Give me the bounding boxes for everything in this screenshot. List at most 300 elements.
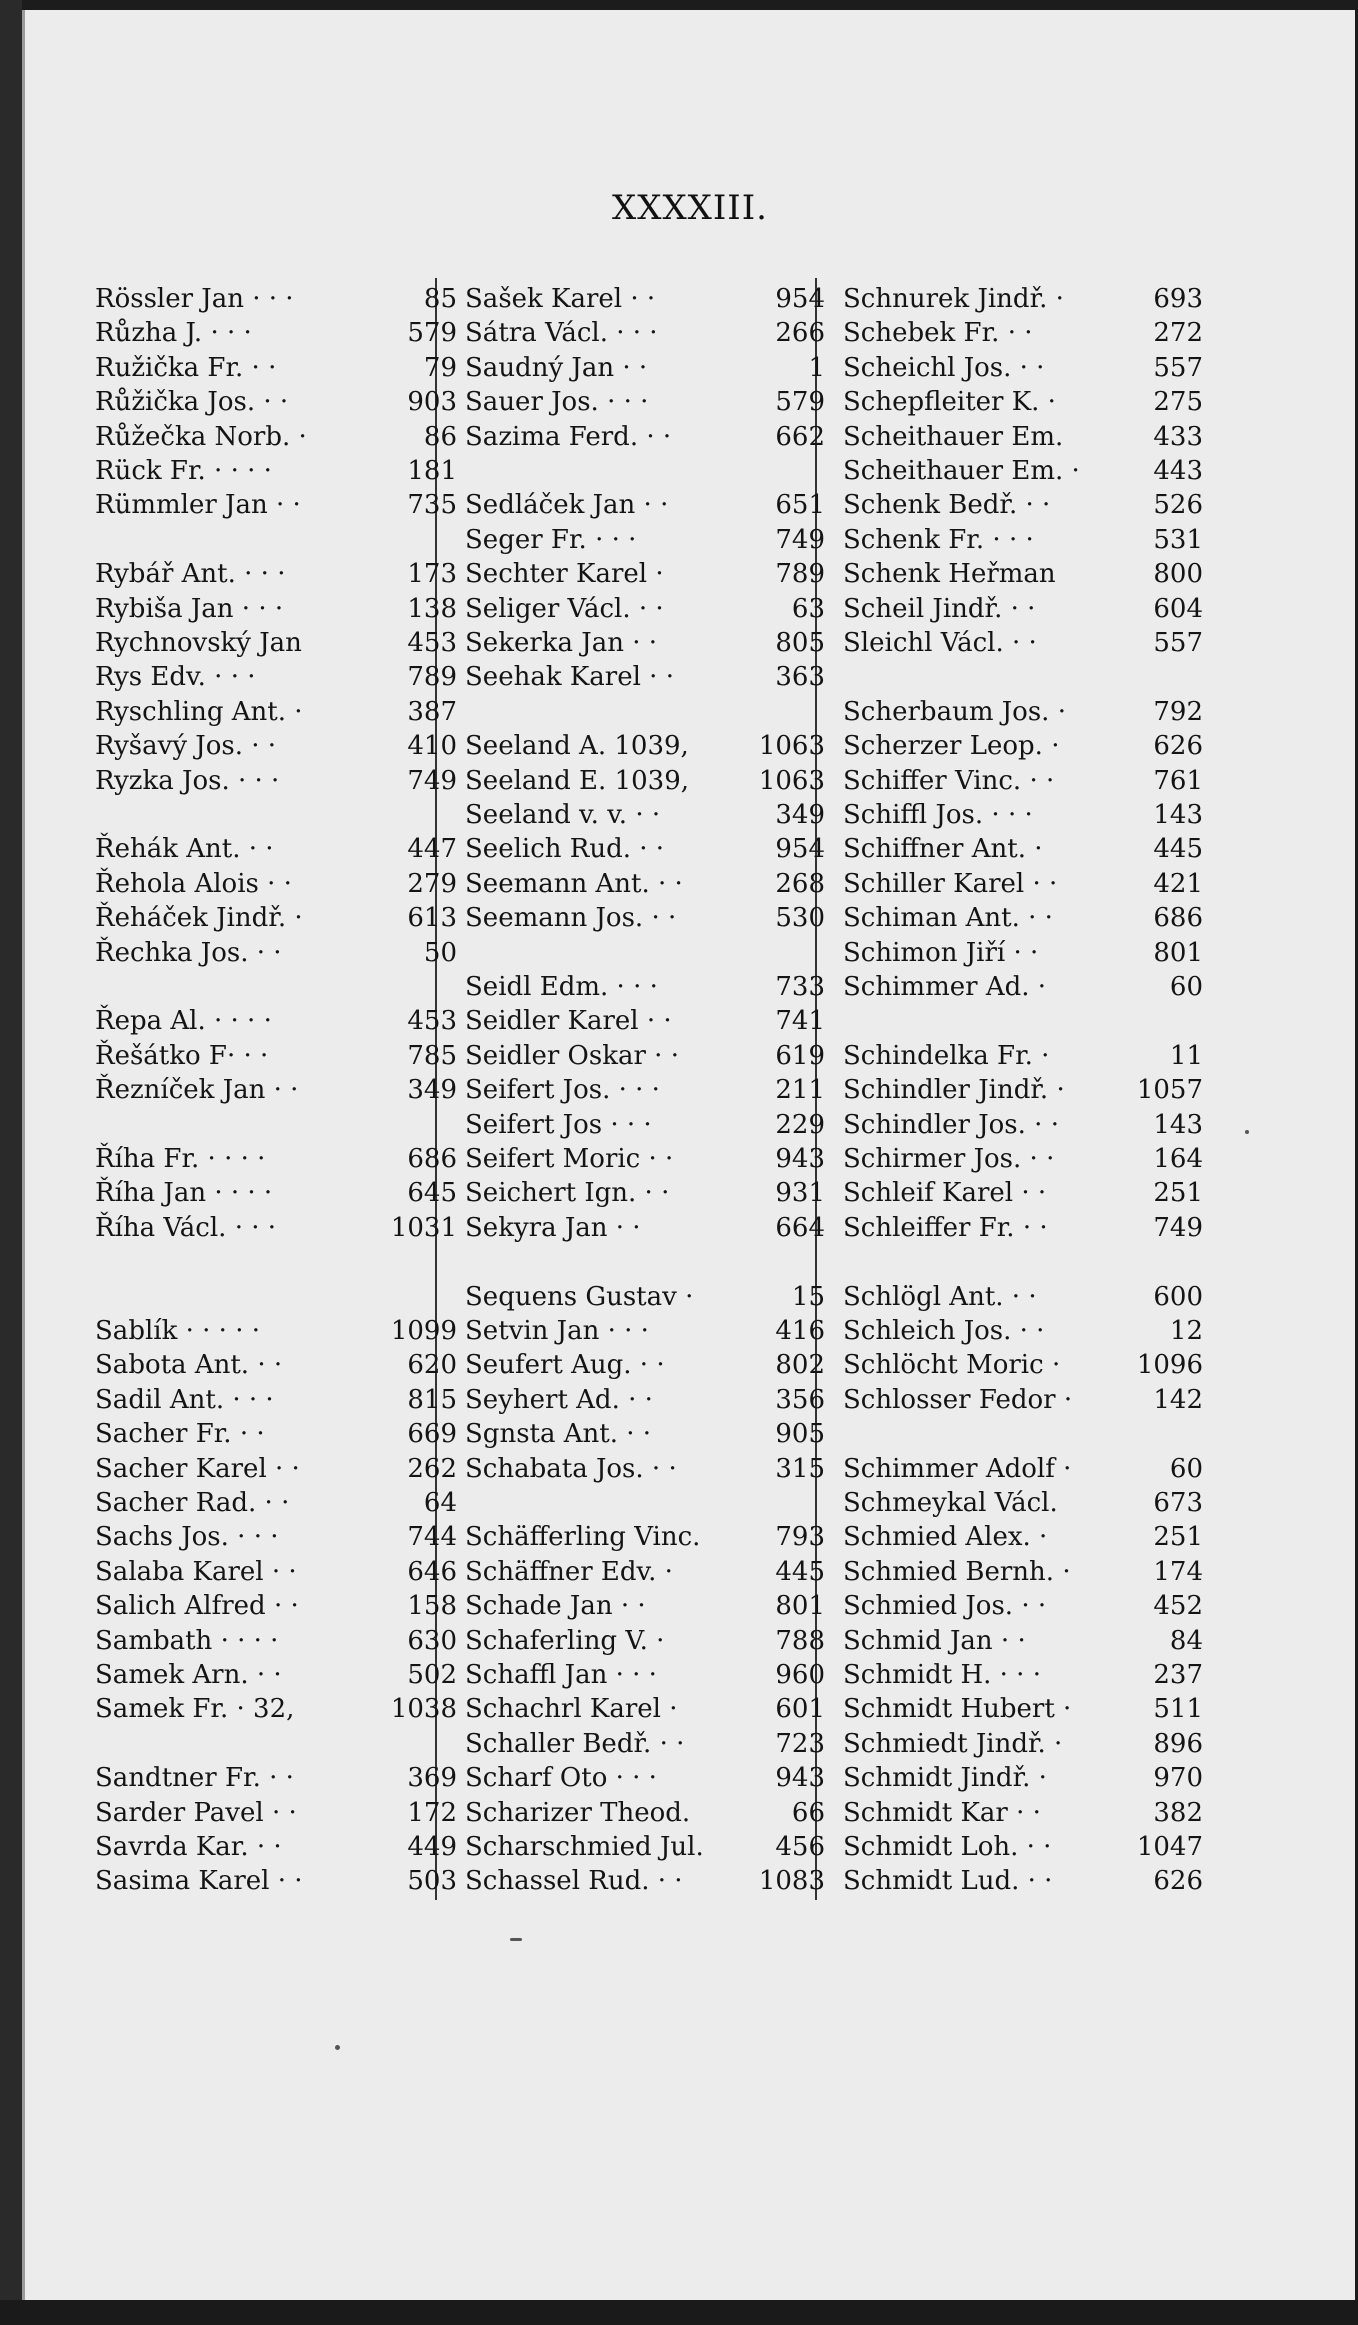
- entry-page-number: 800: [1153, 559, 1203, 590]
- entry-page-number: 181: [407, 456, 457, 486]
- entry-name: Schiffer Vinc. · ·: [843, 765, 1055, 796]
- entry-name: Rössler Jan · · ·: [95, 284, 294, 314]
- entry-name: Schmidt Hubert ·: [843, 1694, 1072, 1725]
- index-entry: [465, 729, 825, 763]
- entry-page-number: 531: [1153, 524, 1203, 555]
- entry-name: Schimon Jiří · ·: [843, 937, 1039, 968]
- entry-page-number: 805: [775, 628, 825, 658]
- entry-page-number: 138: [407, 593, 457, 624]
- index-entry: [465, 488, 825, 522]
- entry-page-number: 903: [407, 387, 457, 418]
- entry-name: Schachrl Karel ·: [465, 1694, 678, 1725]
- index-entry: [465, 282, 825, 316]
- index-entry: [95, 1624, 457, 1658]
- entry-page-number: 626: [1153, 731, 1203, 762]
- entry-name: Schmeykal Václ.: [843, 1488, 1058, 1518]
- entry-name: Seeland v. v. · ·: [465, 800, 661, 830]
- index-entry: [95, 936, 457, 970]
- index-entry: [843, 1142, 1203, 1176]
- index-entry: [95, 488, 457, 522]
- scan-edge-bottom: [0, 2300, 1358, 2325]
- index-entry: [95, 316, 457, 350]
- index-entry: [843, 454, 1203, 488]
- entry-name: Schindler Jindř. ·: [843, 1075, 1065, 1106]
- entry-page-number: 1038: [390, 1694, 457, 1725]
- entry-page-number: 502: [407, 1660, 457, 1690]
- index-entry: [465, 1520, 825, 1554]
- entry-page-number: 85: [423, 284, 457, 314]
- entry-page-number: 620: [407, 1350, 457, 1381]
- entry-page-number: 11: [1169, 1040, 1203, 1071]
- entry-name: Schmied Alex. ·: [843, 1522, 1048, 1553]
- entry-name: Schlöcht Moric ·: [843, 1350, 1061, 1381]
- index-entry: [465, 1624, 825, 1658]
- index-entry: [95, 1830, 457, 1864]
- index-entry: [843, 557, 1203, 591]
- entry-name: Schabata Jos. · ·: [465, 1453, 677, 1484]
- index-entry: [95, 385, 457, 419]
- entry-page-number: 349: [775, 800, 825, 830]
- index-entry: [843, 1073, 1203, 1107]
- entry-name: Seifert Jos. · · ·: [465, 1075, 660, 1106]
- entry-page-number: 453: [407, 628, 457, 658]
- entry-page-number: 619: [775, 1040, 825, 1071]
- entry-name: Schaferling V. ·: [465, 1625, 665, 1656]
- entry-name: Rybiša Jan · · ·: [95, 593, 284, 624]
- entry-name: Seliger Václ. · ·: [465, 593, 664, 624]
- entry-name: Rümmler Jan · ·: [95, 490, 301, 521]
- entry-name: Rys Edv. · · ·: [95, 662, 256, 693]
- entry-page-number: 63: [791, 593, 825, 624]
- entry-page-number: 1047: [1136, 1832, 1203, 1862]
- entry-name: Scheithauer Em.: [843, 421, 1064, 452]
- index-entry: [95, 1004, 457, 1038]
- entry-name: Ryschling Ant. ·: [95, 696, 303, 727]
- entry-name: Seidler Oskar · ·: [465, 1040, 679, 1071]
- index-entry: [95, 1314, 457, 1348]
- entry-page-number: 382: [1153, 1797, 1203, 1828]
- entry-name: Sátra Václ. · · ·: [465, 318, 658, 349]
- entry-page-number: 557: [1153, 352, 1203, 383]
- entry-page-number: 686: [407, 1144, 457, 1174]
- index-entry: [843, 1348, 1203, 1382]
- entry-page-number: 449: [407, 1832, 457, 1862]
- index-entry: [843, 936, 1203, 970]
- entry-page-number: 445: [775, 1556, 825, 1587]
- index-entry: [95, 729, 457, 763]
- entry-name: Řehák Ant. · ·: [95, 834, 274, 865]
- index-entry: [465, 1280, 825, 1314]
- entry-name: Seifert Jos · · ·: [465, 1109, 652, 1140]
- entry-page-number: 954: [775, 834, 825, 865]
- index-entry: [465, 1658, 825, 1692]
- index-entry: [95, 1348, 457, 1382]
- entry-name: Schäffner Edv. ·: [465, 1556, 673, 1587]
- entry-name: Schlögl Ant. · ·: [843, 1281, 1037, 1312]
- entry-name: Řehola Alois · ·: [95, 868, 292, 899]
- index-entry: [465, 970, 825, 1004]
- entry-name: Sleichl Václ. · ·: [843, 628, 1037, 658]
- entry-name: Sablík · · · · ·: [95, 1316, 260, 1346]
- index-entry: [465, 1761, 825, 1795]
- index-entry: [843, 1761, 1203, 1795]
- entry-name: Salich Alfred · ·: [95, 1591, 299, 1622]
- index-entry: [465, 1073, 825, 1107]
- index-entry: [465, 1108, 825, 1142]
- entry-page-number: 174: [1153, 1556, 1203, 1587]
- entry-name: Schleif Karel · ·: [843, 1178, 1047, 1209]
- entry-page-number: 645: [407, 1178, 457, 1209]
- entry-name: Seichert Ign. · ·: [465, 1178, 670, 1209]
- index-entry: [465, 385, 825, 419]
- index-entry: [95, 1796, 457, 1830]
- index-entry: [843, 1452, 1203, 1486]
- entry-name: Schimmer Ad. ·: [843, 972, 1047, 1002]
- index-entry: [465, 1555, 825, 1589]
- entry-name: Sechter Karel ·: [465, 559, 664, 590]
- entry-page-number: 50: [423, 937, 457, 968]
- entry-name: Ružička Fr. · ·: [95, 352, 277, 383]
- entry-page-number: 788: [775, 1625, 825, 1656]
- entry-page-number: 60: [1169, 972, 1203, 1002]
- index-entry: [843, 798, 1203, 832]
- index-entry: [843, 1830, 1203, 1864]
- entry-name: Scherzer Leop. ·: [843, 731, 1060, 762]
- entry-name: Schmidt H. · · ·: [843, 1660, 1041, 1690]
- index-entry: [465, 523, 825, 557]
- index-entry: [843, 1280, 1203, 1314]
- index-entry: [465, 1348, 825, 1382]
- entry-name: Schenk Fr. · · ·: [843, 524, 1034, 555]
- entry-name: Seyhert Ad. · ·: [465, 1384, 653, 1415]
- entry-page-number: 387: [407, 696, 457, 727]
- entry-name: Ryzka Jos. · · ·: [95, 765, 280, 796]
- entry-page-number: 943: [775, 1144, 825, 1174]
- index-entry: [843, 1486, 1203, 1520]
- index-entry: [95, 1211, 457, 1245]
- index-entry: [843, 832, 1203, 866]
- entry-page-number: 905: [775, 1419, 825, 1450]
- entry-name: Schmid Jan · ·: [843, 1625, 1026, 1656]
- entry-page-number: 1057: [1136, 1075, 1203, 1106]
- index-entry: [95, 1555, 457, 1589]
- index-entry: [843, 1624, 1203, 1658]
- entry-name: Schleich Jos. · ·: [843, 1316, 1045, 1346]
- entry-page-number: 723: [775, 1728, 825, 1759]
- entry-page-number: 60: [1169, 1453, 1203, 1484]
- entry-page-number: 349: [407, 1075, 457, 1106]
- entry-name: Saudný Jan · ·: [465, 352, 648, 383]
- entry-name: Sazima Ferd. · ·: [465, 421, 672, 452]
- index-entry: [95, 1486, 457, 1520]
- entry-name: Sacher Fr. · ·: [95, 1419, 265, 1450]
- index-entry: [465, 1452, 825, 1486]
- entry-name: Schleiffer Fr. · ·: [843, 1212, 1048, 1243]
- entry-page-number: 954: [775, 284, 825, 314]
- index-entry: [843, 282, 1203, 316]
- index-entry: [843, 764, 1203, 798]
- entry-page-number: 86: [423, 421, 457, 452]
- speck: [335, 2045, 340, 2050]
- entry-name: Seelich Rud. · ·: [465, 834, 665, 865]
- index-entry: [843, 729, 1203, 763]
- index-entry: [843, 1658, 1203, 1692]
- entry-name: Sekerka Jan · ·: [465, 628, 658, 658]
- entry-page-number: 785: [407, 1040, 457, 1071]
- entry-page-number: 646: [407, 1556, 457, 1587]
- entry-name: Schiffner Ant. ·: [843, 834, 1043, 865]
- entry-page-number: 630: [407, 1625, 457, 1656]
- index-entry: [95, 901, 457, 935]
- entry-page-number: 511: [1153, 1694, 1203, 1725]
- entry-name: Sasima Karel · ·: [95, 1866, 303, 1897]
- index-entry: [843, 1589, 1203, 1623]
- entry-name: Schindler Jos. · ·: [843, 1109, 1059, 1140]
- entry-name: Scharizer Theod.: [465, 1797, 691, 1828]
- entry-page-number: 693: [1153, 284, 1203, 314]
- entry-page-number: 801: [775, 1591, 825, 1622]
- entry-page-number: 733: [775, 972, 825, 1002]
- index-entry: [465, 1383, 825, 1417]
- entry-name: Seehak Karel · ·: [465, 662, 674, 693]
- entry-name: Sauer Jos. · · ·: [465, 387, 649, 418]
- entry-name: Seemann Ant. · ·: [465, 868, 683, 899]
- entry-page-number: 447: [407, 834, 457, 865]
- entry-name: Schäfferling Vinc.: [465, 1522, 701, 1553]
- index-entry: [843, 1864, 1203, 1898]
- index-entry: [95, 1039, 457, 1073]
- entry-name: Seufert Aug. · ·: [465, 1350, 665, 1381]
- index-entry: [95, 557, 457, 591]
- index-entry: [95, 454, 457, 488]
- index-entry: [465, 1314, 825, 1348]
- entry-name: Scherbaum Jos. ·: [843, 696, 1066, 727]
- entry-page-number: 237: [1153, 1660, 1203, 1690]
- entry-page-number: 943: [775, 1763, 825, 1794]
- entry-name: Schepfleiter K. ·: [843, 387, 1056, 418]
- page-title: XXXXIII.: [612, 188, 768, 228]
- entry-name: Schiffl Jos. · · ·: [843, 800, 1033, 830]
- entry-page-number: 960: [775, 1660, 825, 1690]
- entry-name: Schaffl Jan · · ·: [465, 1660, 657, 1690]
- index-entry: [465, 1142, 825, 1176]
- entry-name: Růzha J. · · ·: [95, 318, 252, 349]
- index-page: [22, 10, 1355, 2300]
- entry-name: Rybář Ant. · · ·: [95, 559, 286, 590]
- index-entry: [465, 832, 825, 866]
- entry-page-number: 143: [1153, 1109, 1203, 1140]
- entry-page-number: 443: [1153, 456, 1203, 486]
- entry-name: Růžička Jos. · ·: [95, 387, 289, 418]
- index-entry: [843, 351, 1203, 385]
- entry-page-number: 433: [1153, 421, 1203, 452]
- entry-name: Sabota Ant. · ·: [95, 1350, 283, 1381]
- index-entry: [465, 1830, 825, 1864]
- index-entry: [95, 1383, 457, 1417]
- entry-name: Sedláček Jan · ·: [465, 490, 669, 521]
- entry-page-number: 456: [775, 1832, 825, 1862]
- index-entry: [465, 764, 825, 798]
- entry-page-number: 164: [1153, 1144, 1203, 1174]
- index-entry: [95, 832, 457, 866]
- index-entry: [843, 867, 1203, 901]
- index-entry: [843, 385, 1203, 419]
- index-entry: [95, 1142, 457, 1176]
- entry-name: Schiller Karel · ·: [843, 868, 1058, 899]
- entry-page-number: 664: [775, 1212, 825, 1243]
- entry-page-number: 626: [1153, 1866, 1203, 1897]
- entry-page-number: 79: [423, 352, 457, 383]
- entry-page-number: 744: [407, 1522, 457, 1553]
- entry-name: Rück Fr. · · · ·: [95, 456, 272, 486]
- index-entry: [95, 867, 457, 901]
- entry-name: Schmidt Kar · ·: [843, 1797, 1041, 1828]
- index-entry: [843, 626, 1203, 660]
- index-entry: [465, 1039, 825, 1073]
- entry-page-number: 686: [1153, 903, 1203, 934]
- entry-name: Schindelka Fr. ·: [843, 1040, 1050, 1071]
- index-entry: [843, 1796, 1203, 1830]
- entry-page-number: 1063: [758, 731, 825, 762]
- entry-page-number: 604: [1153, 593, 1203, 624]
- entry-name: Rychnovský Jan: [95, 628, 302, 658]
- entry-page-number: 503: [407, 1866, 457, 1897]
- index-entry: [95, 764, 457, 798]
- index-entry: [843, 1176, 1203, 1210]
- index-entry: [465, 901, 825, 935]
- entry-page-number: 792: [1153, 696, 1203, 727]
- index-entry: [95, 660, 457, 694]
- entry-page-number: 356: [775, 1384, 825, 1415]
- index-entry: [465, 1727, 825, 1761]
- entry-page-number: 789: [407, 662, 457, 693]
- index-entry: [843, 1692, 1203, 1726]
- entry-name: Schaller Bedř. · ·: [465, 1728, 685, 1759]
- index-entry: [465, 1417, 825, 1451]
- index-entry: [465, 1796, 825, 1830]
- entry-page-number: 445: [1153, 834, 1203, 865]
- entry-name: Sachs Jos. · · ·: [95, 1522, 279, 1553]
- index-entry: [95, 1176, 457, 1210]
- entry-name: Říha Fr. · · · ·: [95, 1144, 266, 1174]
- index-entry: [465, 1004, 825, 1038]
- entry-page-number: 1063: [758, 765, 825, 796]
- index-entry: [95, 282, 457, 316]
- index-entry: [843, 1314, 1203, 1348]
- entry-page-number: 1031: [390, 1212, 457, 1243]
- index-entry: [843, 970, 1203, 1004]
- entry-name: Samek Arn. · ·: [95, 1660, 282, 1690]
- entry-name: Scharschmied Jul.: [465, 1832, 704, 1862]
- index-entry: [465, 1211, 825, 1245]
- entry-page-number: 12: [1169, 1316, 1203, 1346]
- entry-page-number: 749: [1153, 1212, 1203, 1243]
- index-entry: [465, 316, 825, 350]
- entry-name: Schmied Jos. · ·: [843, 1591, 1047, 1622]
- index-entry: [465, 1692, 825, 1726]
- entry-page-number: 662: [775, 421, 825, 452]
- entry-page-number: 669: [407, 1419, 457, 1450]
- index-entry: [843, 1211, 1203, 1245]
- entry-name: Ryšavý Jos. · ·: [95, 731, 277, 762]
- index-entry: [843, 901, 1203, 935]
- entry-name: Scheichl Jos. · ·: [843, 352, 1045, 383]
- entry-page-number: 526: [1153, 490, 1203, 521]
- entry-name: Seifert Moric · ·: [465, 1144, 674, 1174]
- entry-name: Seger Fr. · · ·: [465, 524, 637, 555]
- entry-name: Scheithauer Em. ·: [843, 456, 1080, 486]
- index-entry: [465, 626, 825, 660]
- entry-name: Řeháček Jindř. ·: [95, 903, 303, 934]
- entry-name: Sgnsta Ant. · ·: [465, 1419, 652, 1450]
- entry-page-number: 64: [423, 1488, 457, 1518]
- entry-page-number: 601: [775, 1694, 825, 1725]
- entry-name: Setvin Jan · · ·: [465, 1316, 649, 1346]
- entry-page-number: 613: [407, 903, 457, 934]
- entry-page-number: 229: [775, 1109, 825, 1140]
- index-entry: [95, 1761, 457, 1795]
- index-entry: [843, 316, 1203, 350]
- index-entry: [843, 695, 1203, 729]
- index-entry: [843, 420, 1203, 454]
- entry-page-number: 815: [407, 1384, 457, 1415]
- entry-name: Schirmer Jos. · ·: [843, 1144, 1055, 1174]
- index-entry: [95, 351, 457, 385]
- entry-name: Schmiedt Jindř. ·: [843, 1728, 1063, 1759]
- entry-name: Sašek Karel · ·: [465, 284, 656, 314]
- entry-page-number: 761: [1153, 765, 1203, 796]
- speck: [1245, 1130, 1249, 1134]
- entry-page-number: 453: [407, 1006, 457, 1037]
- entry-page-number: 268: [775, 868, 825, 899]
- index-entry: [465, 1589, 825, 1623]
- index-entry: [95, 420, 457, 454]
- entry-page-number: 600: [1153, 1281, 1203, 1312]
- entry-name: Scheil Jindř. · ·: [843, 593, 1036, 624]
- index-entry: [843, 1727, 1203, 1761]
- entry-page-number: 172: [407, 1797, 457, 1828]
- scan-edge: [0, 0, 22, 2325]
- entry-page-number: 251: [1153, 1178, 1203, 1209]
- entry-page-number: 1083: [758, 1866, 825, 1897]
- entry-name: Schlosser Fedor ·: [843, 1384, 1073, 1415]
- entry-name: Sequens Gustav ·: [465, 1281, 694, 1312]
- entry-page-number: 66: [791, 1797, 825, 1828]
- entry-page-number: 272: [1153, 318, 1203, 349]
- index-entry: [843, 592, 1203, 626]
- entry-page-number: 452: [1153, 1591, 1203, 1622]
- entry-page-number: 1: [808, 352, 825, 383]
- entry-page-number: 802: [775, 1350, 825, 1381]
- entry-name: Savrda Kar. · ·: [95, 1832, 282, 1862]
- entry-page-number: 251: [1153, 1522, 1203, 1553]
- entry-name: Schenk Bedř. · ·: [843, 490, 1051, 521]
- index-entry: [95, 1452, 457, 1486]
- entry-name: Sadil Ant. · · ·: [95, 1384, 274, 1415]
- entry-page-number: 142: [1153, 1384, 1203, 1415]
- entry-name: Schiman Ant. · ·: [843, 903, 1053, 934]
- entry-page-number: 315: [775, 1453, 825, 1484]
- entry-page-number: 266: [775, 318, 825, 349]
- index-entry: [95, 695, 457, 729]
- index-entry: [465, 660, 825, 694]
- entry-name: Seidler Karel · ·: [465, 1006, 672, 1037]
- entry-name: Scharf Oto · · ·: [465, 1763, 657, 1794]
- entry-page-number: 173: [407, 559, 457, 590]
- entry-page-number: 579: [775, 387, 825, 418]
- entry-page-number: 84: [1169, 1625, 1203, 1656]
- index-entry: [95, 1864, 457, 1898]
